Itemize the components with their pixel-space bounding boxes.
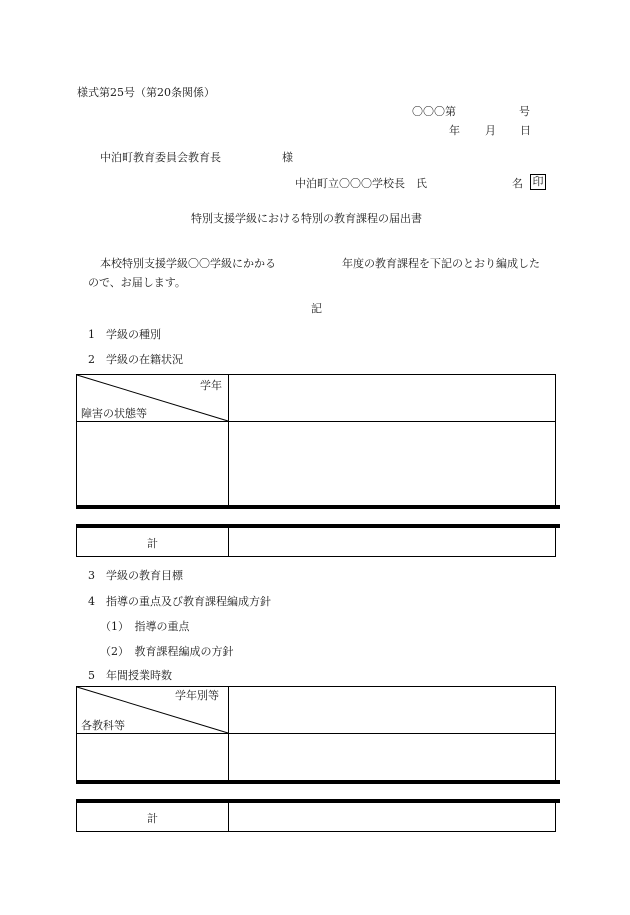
sender-school: 中泊町立〇〇〇学校長 氏 bbox=[295, 177, 427, 190]
addressee-honorific: 様 bbox=[282, 151, 293, 164]
document-number-suffix: 号 bbox=[519, 105, 530, 118]
date-year: 年 bbox=[449, 124, 460, 137]
body-line1-part1: 本校特別支援学級〇〇学級にかかる bbox=[100, 257, 276, 270]
section-5-heading: 5 年間授業時数 bbox=[88, 669, 172, 682]
document-title: 特別支援学級における特別の教育課程の届出書 bbox=[191, 212, 422, 225]
enrollment-table-col-divider bbox=[228, 374, 229, 507]
sender-name-suffix: 名 bbox=[512, 177, 523, 190]
enrollment-header-grade: 学年 bbox=[200, 379, 222, 392]
addressee-name: 中泊町教育委員会教育長 bbox=[100, 151, 221, 164]
hours-total-label: 計 bbox=[147, 812, 158, 825]
section-2-heading: 2 学級の在籍状況 bbox=[88, 353, 183, 366]
form-number: 様式第25号（第20条関係） bbox=[77, 86, 215, 99]
section-4-1-heading: （1） 指導の重点 bbox=[100, 620, 190, 633]
hours-table-row-divider bbox=[76, 733, 556, 734]
hours-table-break-top bbox=[76, 780, 560, 784]
hours-header-grade: 学年別等 bbox=[175, 689, 219, 702]
section-4-2-heading: （2） 教育課程編成の方針 bbox=[100, 645, 234, 658]
hours-table-col-divider bbox=[228, 686, 229, 782]
date-day: 日 bbox=[520, 124, 531, 137]
body-line1-part2: 年度の教育課程を下記のとおり編成した bbox=[342, 257, 540, 270]
ki-marker: 記 bbox=[311, 302, 322, 315]
enrollment-header-disability: 障害の状態等 bbox=[81, 407, 147, 420]
date-month: 月 bbox=[485, 124, 496, 137]
hours-total-divider bbox=[228, 803, 229, 832]
section-4-heading: 4 指導の重点及び教育課程編成方針 bbox=[88, 595, 271, 608]
enrollment-total-label: 計 bbox=[147, 537, 158, 550]
section-3-heading: 3 学級の教育目標 bbox=[88, 569, 183, 582]
seal-stamp: 印 bbox=[530, 174, 546, 190]
enrollment-total-divider bbox=[228, 528, 229, 557]
section-1-heading: 1 学級の種別 bbox=[88, 328, 161, 341]
body-line2: ので、お届します。 bbox=[88, 276, 186, 289]
enrollment-table-break-top bbox=[76, 505, 560, 509]
document-number-prefix: 〇〇〇第 bbox=[412, 105, 456, 118]
hours-header-subjects: 各教科等 bbox=[81, 719, 125, 732]
enrollment-table-row-divider bbox=[76, 421, 556, 422]
